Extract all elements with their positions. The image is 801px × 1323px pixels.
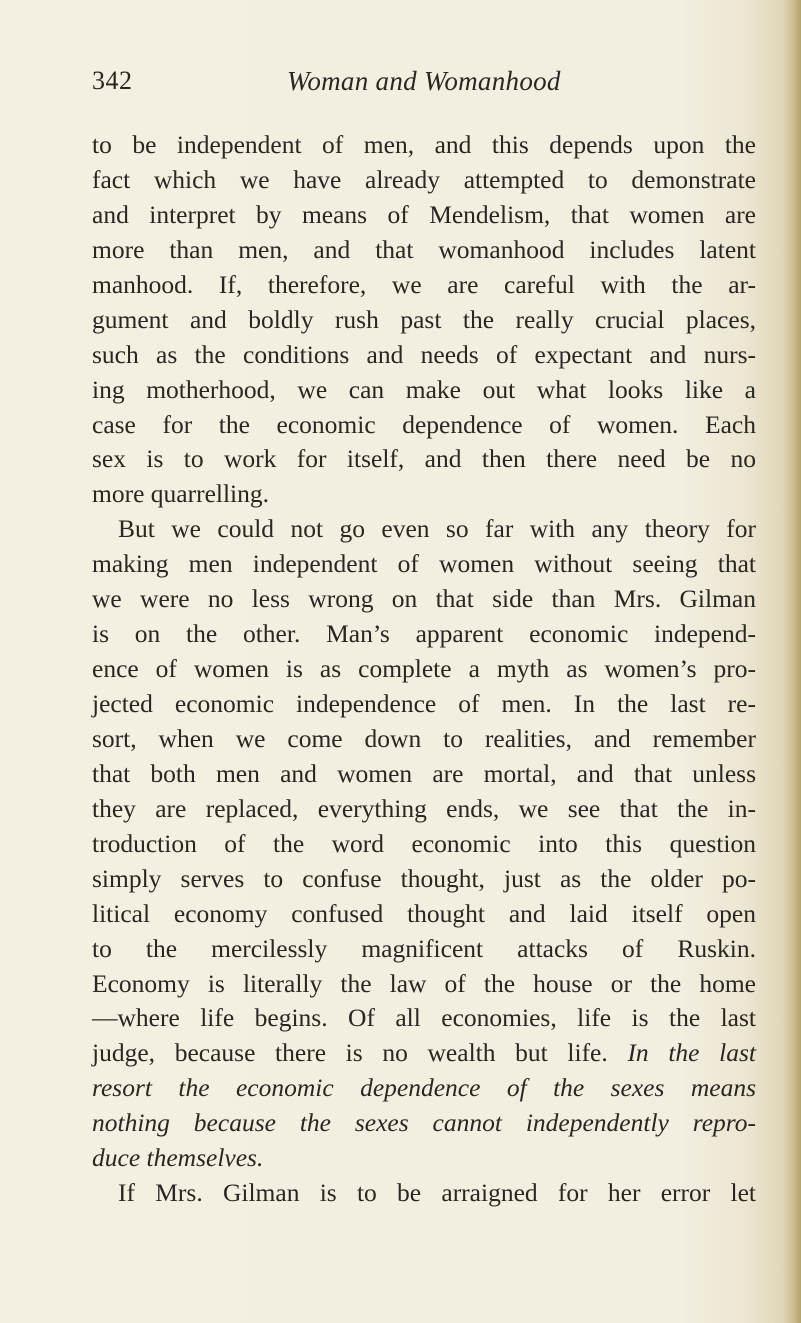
text-line: and interpret by means of Mendelism, that women are [92,199,756,229]
text-line: such as the conditions and needs of expectant and nurs- [92,339,756,369]
text-line: gument and boldly rush past the really crucial places, [92,304,756,334]
text-line: more quarrelling. [92,479,270,509]
text-line: case for the economic dependence of women. Each [92,409,756,439]
running-title: Woman and Womanhood [287,66,561,96]
page-edge-shadow [783,0,801,1323]
text-line: fact which we have already attempted to demonstrate [92,164,756,194]
text-line: litical economy confused thought and laid itself open [92,898,756,928]
text-line: simply serves to confuse thought, just as the older po- [92,863,756,893]
text-line: ence of women is as complete a myth as women’s pro- [92,654,756,684]
text-line: that both men and women are mortal, and that unless [92,758,756,788]
text-line: we were no less wrong on that side than Mrs. Gilman [92,584,756,614]
text-line: to the mercilessly magnificent attacks of Ruskin. [92,933,756,963]
running-head [0,66,801,106]
italic-text-line: duce themselves. [92,1143,264,1173]
italic-text-line: nothing because the sexes cannot independently repro- [92,1108,756,1138]
text-line: ing motherhood, we can make out what looks like a [92,374,756,404]
text-line: to be independent of men, and this depends upon the [92,130,756,159]
text-line: sort, when we come down to realities, and remember [92,723,756,753]
text-line: troduction of the word economic into this question [92,828,756,858]
body-text [92,128,756,1211]
text-line: But we could not go even so far with any theory for [118,514,756,544]
text-line: they are replaced, everything ends, we see that the in- [92,793,756,823]
text-line-mixed [92,1036,756,1071]
text-line: manhood. If, therefore, we are careful with the ar- [92,269,756,299]
text-line: more than men, and that womanhood includes latent [92,234,756,264]
text-run: judge, because there is no wealth but life. [92,1038,608,1068]
text-line: —where life begins. Of all economies, life is the last [92,1003,756,1033]
page-number: 342 [92,66,133,95]
text-line: Economy is literally the law of the house or the home [92,968,756,998]
italic-run: In the last [627,1038,757,1068]
text-line: making men independent of women without seeing that [92,549,756,579]
italic-text-line: resort the economic dependence of the sexes means [92,1073,756,1103]
text-line: jected economic independence of men. In the last re- [92,689,756,718]
text-line: is on the other. Man’s apparent economic independ- [92,619,756,649]
text-line: If Mrs. Gilman is to be arraigned for her error let [118,1178,756,1208]
text-line: sex is to work for itself, and then there need be no [92,444,756,474]
